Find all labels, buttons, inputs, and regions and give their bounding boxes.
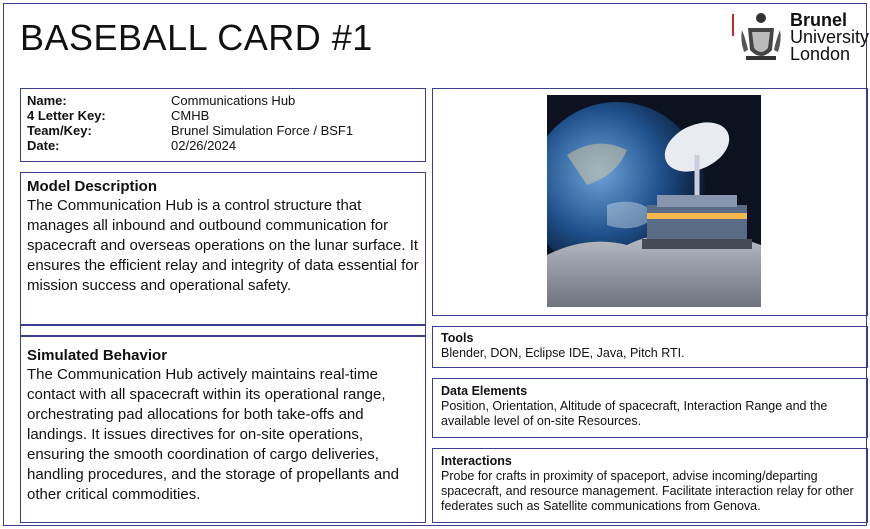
model-description-box [20, 172, 426, 326]
interactions-heading: Interactions [441, 454, 512, 468]
data-elements-box [432, 378, 868, 438]
info-box [20, 88, 426, 162]
logo-text: Brunel University London [790, 10, 870, 64]
tools-box [432, 326, 868, 368]
interactions-box [432, 448, 868, 523]
model-description-heading: Model Description [27, 178, 158, 195]
interactions-text: Probe for crafts in proximity of spaceport, advise incoming/departing spacecraft, and resource management. Facilitate interaction relay for other federates such as Satellite communications from Genova. [441, 469, 854, 513]
brunel-logo [728, 10, 868, 70]
university-crest-icon [738, 10, 784, 66]
data-elements-text: Position, Orientation, Altitude of spacecraft, Interaction Range and the available level of on-site Resources. [441, 399, 828, 428]
simulated-behavior-box [20, 336, 426, 523]
simulated-behavior-text: The Communication Hub actively maintains real-time contact with all spacecraft within its operational range, orchestrating pad allocations for both take-offs and landings. It issues directives for on-site operations, ensuring the smooth coordination of cargo deliveries, handling procedures, and the storage of propellants and other critical commodities. [27, 366, 399, 503]
lunar-communications-hub-illustration [547, 95, 761, 307]
logo-accent-bar [732, 14, 734, 36]
tools-text: Blender, DON, Eclipse IDE, Java, Pitch RTI. [441, 346, 685, 360]
simulated-behavior-heading: Simulated Behavior [27, 347, 168, 364]
info-row-team: Team/Key: Brunel Simulation Force / BSF1 [27, 123, 354, 138]
model-description-text: The Communication Hub is a control structure that manages all inbound and outbound communication for spacecraft and overseas operations on the lunar surface. It ensures the efficient relay and integrity of data essential for mission success and operational safety. [27, 197, 419, 294]
card-title: BASEBALL CARD #1 [20, 17, 373, 58]
spacer-box [20, 324, 426, 336]
image-box [432, 88, 868, 316]
data-elements-heading: Data Elements [441, 384, 528, 398]
info-row-key: 4 Letter Key: CMHB [27, 108, 210, 123]
info-row-date: Date: 02/26/2024 [27, 138, 237, 153]
tools-heading: Tools [441, 331, 474, 345]
info-row-name: Name: Communications Hub [27, 93, 296, 108]
